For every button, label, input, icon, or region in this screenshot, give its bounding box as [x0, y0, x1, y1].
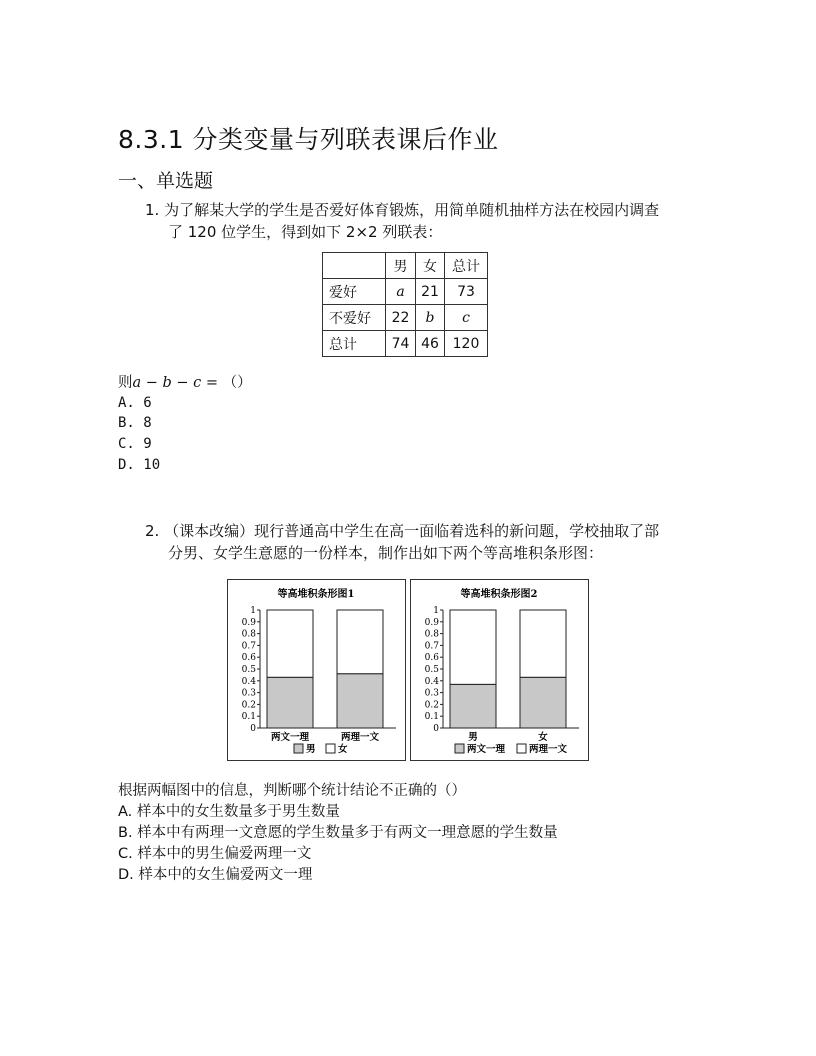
q2-question: 根据两幅图中的信息，判断哪个统计结论不正确的（） — [118, 783, 466, 799]
bar-segment — [520, 677, 566, 728]
bar-segment — [450, 684, 496, 728]
table-cell: 21 — [416, 279, 445, 305]
y-tick-label: 1 — [250, 606, 256, 616]
q1-option-d: D. 10 — [118, 457, 161, 473]
q1-option-a: A. 6 — [118, 395, 152, 411]
y-tick-label: 0.6 — [241, 653, 256, 664]
q2-stem-line2: 分男、女学生意愿的一份样本，制作出如下两个等高堆积条形图： — [168, 544, 604, 562]
table-cell: b — [416, 305, 445, 331]
table-cell: 22 — [386, 305, 416, 331]
chart-2-title: 等高堆积条形图2 — [460, 589, 538, 600]
q2-option-c: C. 样本中的男生偏爱两理一文 — [118, 846, 312, 862]
table-cell: 74 — [386, 331, 416, 357]
table-cell: 爱好 — [323, 279, 386, 305]
legend-label: 两文一理 — [467, 744, 506, 755]
q1-stem-line2: 了 120 位学生，得到如下 2×2 列联表： — [168, 223, 443, 241]
table-cell: 120 — [445, 331, 488, 357]
x-tick-label: 两理一文 — [340, 732, 380, 743]
table-cell: 女 — [416, 253, 445, 279]
y-tick-label: 0.7 — [424, 641, 439, 652]
table-row — [323, 331, 488, 357]
chart-2-svg — [411, 580, 588, 760]
table-cell: 73 — [445, 279, 488, 305]
q1-ask-prefix: 则 — [118, 375, 133, 391]
y-tick-label: 0.2 — [241, 700, 256, 711]
table-cell: 不爱好 — [323, 305, 386, 331]
legend-swatch — [294, 744, 303, 753]
bar-segment — [337, 610, 383, 674]
y-tick-label: 0.5 — [241, 665, 256, 675]
q2-option-a: A. 样本中的女生数量多于男生数量 — [118, 804, 340, 820]
q1-option-c: C. 9 — [118, 436, 152, 452]
y-tick-label: 0.3 — [241, 688, 256, 699]
y-tick-label: 0.7 — [241, 641, 256, 652]
table-cell — [323, 253, 386, 279]
q2-stem-line1: 2. （课本改编）现行普通高中学生在高一面临着选科的新问题，学校抽取了部 — [145, 522, 660, 540]
y-tick-label: 0.2 — [424, 700, 439, 711]
legend-swatch — [517, 744, 526, 753]
table-cell: a — [386, 279, 416, 305]
legend-label: 女 — [338, 744, 348, 755]
q1-ask-suffix: （） — [222, 375, 252, 391]
q1-stem-line1: 1. 为了解某大学的学生是否爱好体育锻炼，用简单随机抽样方法在校园内调查 — [145, 201, 660, 219]
legend-label: 两理一文 — [529, 744, 568, 755]
q2-option-d: D. 样本中的女生偏爱两文一理 — [118, 867, 313, 883]
table-row — [323, 279, 488, 305]
y-tick-label: 0.9 — [424, 617, 439, 628]
legend-label: 男 — [306, 744, 316, 755]
y-tick-label: 0.6 — [424, 653, 439, 664]
stacked-bar-chart-1 — [227, 579, 406, 761]
y-tick-label: 0.4 — [424, 676, 439, 687]
stacked-bar-chart-2 — [410, 579, 589, 761]
table-cell: 46 — [416, 331, 445, 357]
y-tick-label: 0.8 — [424, 629, 439, 640]
x-tick-label: 两文一理 — [270, 732, 310, 743]
legend-swatch — [455, 744, 464, 753]
y-tick-label: 0.1 — [424, 712, 439, 723]
q1-ask-expr: a − b − c = — [132, 375, 223, 391]
table-cell: 总计 — [323, 331, 386, 357]
x-tick-label: 男 — [468, 732, 478, 743]
bar-segment — [337, 674, 383, 728]
x-tick-label: 女 — [538, 732, 548, 743]
q1-question — [118, 371, 252, 392]
q2-option-b: B. 样本中有两理一文意愿的学生数量多于有两文一理意愿的学生数量 — [118, 825, 558, 841]
y-tick-label: 0 — [433, 724, 439, 734]
page-title: 8.3.1 分类变量与列联表课后作业 — [118, 125, 499, 154]
y-tick-label: 0.8 — [241, 629, 256, 640]
q1-option-b: B. 8 — [118, 415, 152, 431]
chart-1-svg — [228, 580, 405, 760]
table-row — [323, 305, 488, 331]
y-tick-label: 1 — [433, 606, 439, 616]
bar-segment — [450, 610, 496, 684]
y-tick-label: 0 — [250, 724, 256, 734]
table-cell: 男 — [386, 253, 416, 279]
contingency-table — [322, 252, 488, 357]
y-tick-label: 0.5 — [424, 665, 439, 675]
legend-swatch — [326, 744, 335, 753]
section-heading: 一、单选题 — [118, 170, 214, 192]
table-cell: 总计 — [445, 253, 488, 279]
y-tick-label: 0.3 — [424, 688, 439, 699]
chart-1-title: 等高堆积条形图1 — [277, 589, 355, 600]
y-tick-label: 0.1 — [241, 712, 256, 723]
y-tick-label: 0.9 — [241, 617, 256, 628]
y-tick-label: 0.4 — [241, 676, 256, 687]
bar-segment — [267, 677, 313, 728]
table-header-row — [323, 253, 488, 279]
bar-segment — [267, 610, 313, 677]
bar-segment — [520, 610, 566, 677]
table-cell: c — [445, 305, 488, 331]
